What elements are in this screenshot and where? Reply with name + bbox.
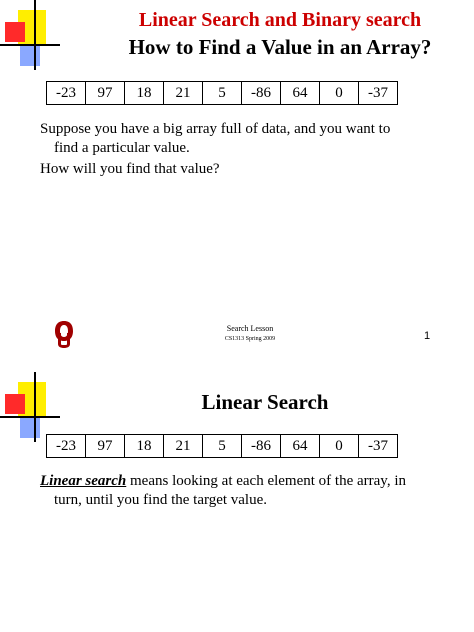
array-cell: 0: [320, 435, 359, 458]
horizontal-rule: [0, 416, 60, 418]
paragraph-line: find a particular value.: [54, 140, 190, 156]
red-square: [5, 22, 25, 42]
array-cell: 5: [203, 82, 242, 105]
blue-square: [20, 44, 40, 66]
red-square: [5, 394, 25, 414]
array-cell: -23: [47, 435, 86, 458]
array-cell: -86: [242, 82, 281, 105]
blue-square: [20, 416, 40, 438]
array-cell: 18: [125, 82, 164, 105]
array-cell: 21: [164, 435, 203, 458]
paragraph-line: [40, 472, 440, 491]
footer-title: Search Lesson: [226, 324, 274, 333]
array-cell: 18: [125, 435, 164, 458]
paragraph-line: Suppose you have a big array full of data, and you want to: [40, 121, 391, 137]
horizontal-rule: [0, 44, 60, 46]
array-table: [46, 434, 398, 458]
paragraph-line: turn, until you find the target value.: [54, 492, 268, 508]
page-number: 1: [424, 330, 431, 342]
lesson-title: Linear Search and Binary search: [138, 9, 422, 31]
question-paragraph: How will you find that value?: [40, 161, 220, 177]
definition-paragraph: [40, 472, 440, 510]
array-cell: -23: [47, 82, 86, 105]
array-cell: -86: [242, 435, 281, 458]
intro-paragraph: [40, 120, 440, 158]
array-cell: 0: [320, 82, 359, 105]
array-cell: 64: [281, 82, 320, 105]
vertical-rule: [34, 0, 36, 70]
linear-search-term: Linear search: [40, 473, 127, 489]
array-cell: -37: [359, 82, 398, 105]
corner-decoration: [0, 0, 60, 70]
array-cell: -37: [359, 435, 398, 458]
vertical-rule: [34, 372, 36, 442]
array-table: [46, 81, 398, 105]
array-cell: 64: [281, 435, 320, 458]
slide-2: [0, 372, 474, 632]
array-cell: 21: [164, 82, 203, 105]
definition-text: means looking at each element of the array, in: [126, 473, 406, 489]
corner-decoration: [0, 372, 60, 442]
array-cell: 5: [203, 435, 242, 458]
ou-logo-icon: [52, 318, 76, 350]
array-cell: 97: [86, 435, 125, 458]
slide-title: Linear Search: [201, 390, 329, 414]
slide-title: How to Find a Value in an Array?: [128, 35, 432, 59]
footer-course: CS1313 Spring 2009: [224, 336, 276, 342]
array-cell: 97: [86, 82, 125, 105]
